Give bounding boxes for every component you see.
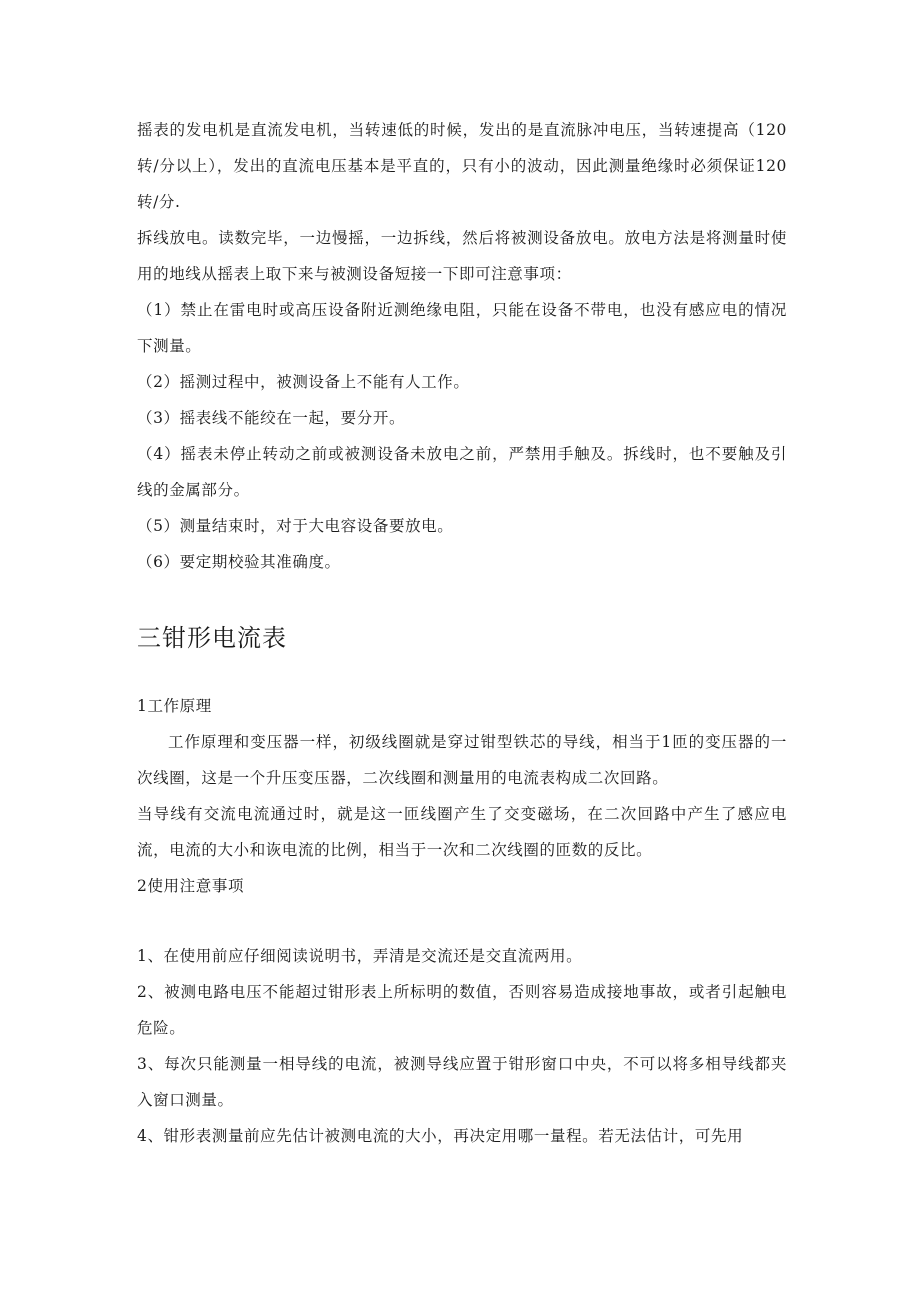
paragraph-generator-principle: 摇表的发电机是直流发电机，当转速低的时候，发出的是直流脉冲电压，当转速提高（120转/分以上），发出的直流电压基本是平直的，只有小的波动，因此测量绝缘时必须保证120转/分. [137, 121, 787, 211]
subheading-usage-notes: 2使用注意事项 [137, 877, 245, 895]
usage-item-3: 3、每次只能测量一相导线的电流，被测导线应置于钳形窗口中央，不可以将多相导线都夹入窗口测量。 [137, 1055, 787, 1109]
note-item-2: （2）摇测过程中，被测设备上不能有人工作。 [137, 373, 470, 391]
usage-item-2: 2、被测电路电压不能超过钳形表上所标明的数值，否则容易造成接地事故，或者引起触电危险。 [137, 983, 787, 1037]
section-title-clamp-meter: 三钳形电流表 [137, 624, 287, 652]
usage-item-1: 1、在使用前应仔细阅读说明书，弄清是交流还是交直流两用。 [137, 947, 583, 965]
paragraph-principle-2: 当导线有交流电流通过时，就是这一匝线圈产生了交变磁场，在二次回路中产生了感应电流，电流的大小和诙电流的比例，相当于一次和二次线圈的匝数的反比。 [137, 805, 787, 859]
subheading-working-principle: 1工作原理 [137, 697, 212, 715]
note-item-1: （1）禁止在雷电时或高压设备附近测绝缘电阻，只能在设备不带电，也没有感应电的情况下测量。 [137, 301, 787, 355]
paragraph-disconnect-discharge: 拆线放电。读数完毕，一边慢摇，一边拆线，然后将被测设备放电。放电方法是将测量时使用的地线从摇表上取下来与被测设备短接一下即可注意事项： [137, 229, 787, 283]
note-item-5: （5）测量结束时，对于大电容设备要放电。 [137, 517, 454, 535]
usage-item-4: 4、钳形表测量前应先估计被测电流的大小，再决定用哪一量程。若无法估计，可先用 [137, 1127, 744, 1145]
note-item-3: （3）摇表线不能绞在一起，要分开。 [137, 409, 406, 427]
document-body [137, 112, 787, 1154]
note-item-4: （4）摇表未停止转动之前或被测设备未放电之前，严禁用手触及。拆线时，也不要触及引线的金属部分。 [137, 445, 787, 499]
paragraph-principle-1: 工作原理和变压器一样，初级线圈就是穿过钳型铁芯的导线，相当于1匝的变压器的一次线圈，这是一个升压变压器，二次线圈和测量用的电流表构成二次回路。 [137, 733, 787, 787]
note-item-6: （6）要定期校验其准确度。 [137, 553, 341, 571]
